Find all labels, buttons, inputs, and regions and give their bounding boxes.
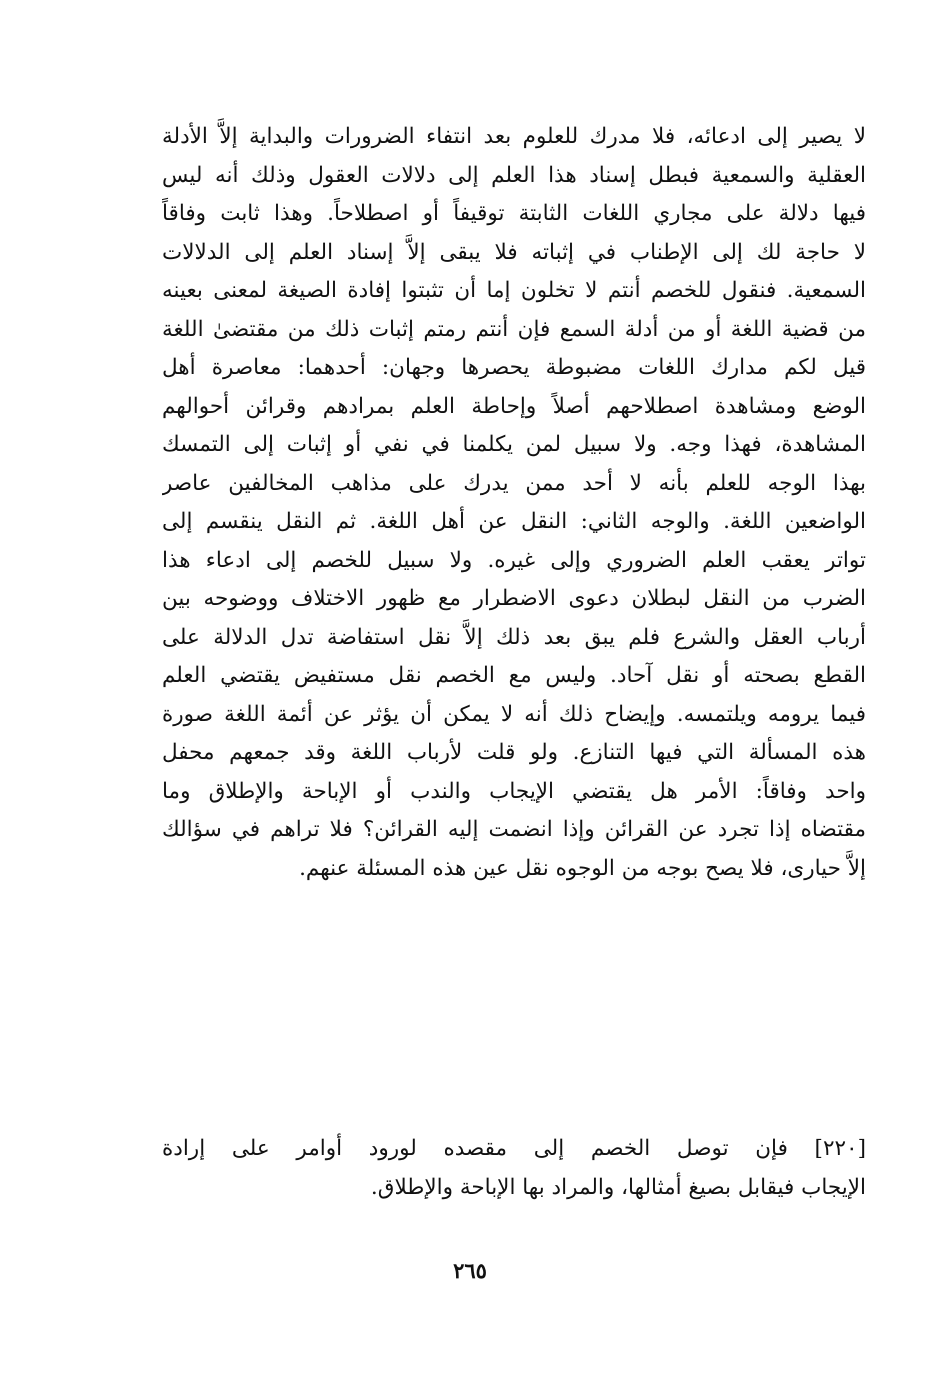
- text-line: إلاَّ حيارى، فلا يصح بوجه من الوجوه نقل عين هذه المسئلة عنهم.: [299, 855, 866, 881]
- text-line: من قضية اللغة أو من أدلة السمع فإن أنتم رمتم إثبات ذلك من مقتضىٰ اللغة: [162, 316, 866, 342]
- text-line: لا يصير إلى ادعائه، فلا مدرك للعلوم بعد انتفاء الضرورات والبداية إلاَّ الأدلة: [162, 124, 866, 149]
- text-line: [٢٢٠] فإن توصل الخصم إلى مقصده لورود أوامر على إرادة: [162, 1136, 866, 1161]
- text-line: السمعية. فنقول للخصم أنتم لا تخلون إما أن تثبتوا إفادة الصيغة لمعنى بعينه: [162, 278, 866, 303]
- text-line: العقلية والسمعية فبطل إسناد هذا العلم إلى دلالات العقول وذلك أنه ليس: [162, 162, 866, 188]
- text-line: قيل لكم مدارك اللغات مضبوطة يحصرها وجهان: أحدهما: معاصرة أهل: [162, 355, 866, 380]
- text-line: هذه المسألة التي فيها التنازع. ولو قلت لأرباب اللغة وقد جمعهم محفل: [162, 740, 866, 765]
- paragraph-1: [162, 118, 866, 888]
- text-line: الضرب من النقل لبطلان دعوى الاضطرار مع ظهور الاختلاف ووضوحه بين: [162, 586, 866, 611]
- text-line: لا حاجة لك إلى الإطناب في إثباته فلا يبقى إلاَّ إسناد العلم إلى الدلالات: [162, 239, 866, 265]
- text-line: فيها دلالة على مجاري اللغات الثابتة توقيفاً أو اصطلاحاً. وهذا ثابت وفاقاً: [162, 201, 866, 226]
- text-line: أرباب العقل والشرع فلم يبق بعد ذلك إلاَّ نقل استفاضة تدل الدلالة على: [162, 624, 866, 650]
- text-line: تواتر يعقب العلم الضروري وإلى غيره. ولا سبيل للخصم إلى ادعاء هذا: [162, 547, 866, 573]
- text-line: القطع بصحته أو نقل آحاد. وليس مع الخصم نقل مستفيض يقتضي العلم: [162, 663, 866, 688]
- text-line: الوضع ومشاهدة اصطلاحهم أصلاً وإحاطة العلم بمرادهم وقرائن أحوالهم: [162, 393, 866, 419]
- text-line: مقتضاه إذا تجرد عن القرائن وإذا انضمت إليه القرائن؟ فلا تراهم في سؤالك: [162, 817, 866, 842]
- text-line: فيما يرومه ويلتمسه. وإيضاح ذلك أنه لا يمكن أن يؤثر عن أئمة اللغة صورة: [162, 701, 866, 727]
- text-line: المشاهدة، فهذا وجه. ولا سبيل لمن يكلمنا في نفي أو إثبات إلى التمسك: [162, 432, 866, 457]
- page-number: ٢٦٥: [453, 1258, 487, 1283]
- text-line: بهذا الوجه للعلم بأنه لا أحد ممن يدرك على مذاهب المخالفين عاصر: [162, 470, 866, 496]
- text-line: الإيجاب فيقابل بصيغ أمثالها، والمراد بها الإباحة والإطلاق.: [370, 1174, 866, 1200]
- paragraph-2: [162, 1130, 866, 1207]
- text-line: واحد وفاقاً: الأمر هل يقتضي الإيجاب والندب أو الإباحة والإطلاق وما: [162, 778, 866, 804]
- text-line: الواضعين اللغة. والوجه الثاني: النقل عن أهل اللغة. ثم النقل ينقسم إلى: [162, 509, 866, 534]
